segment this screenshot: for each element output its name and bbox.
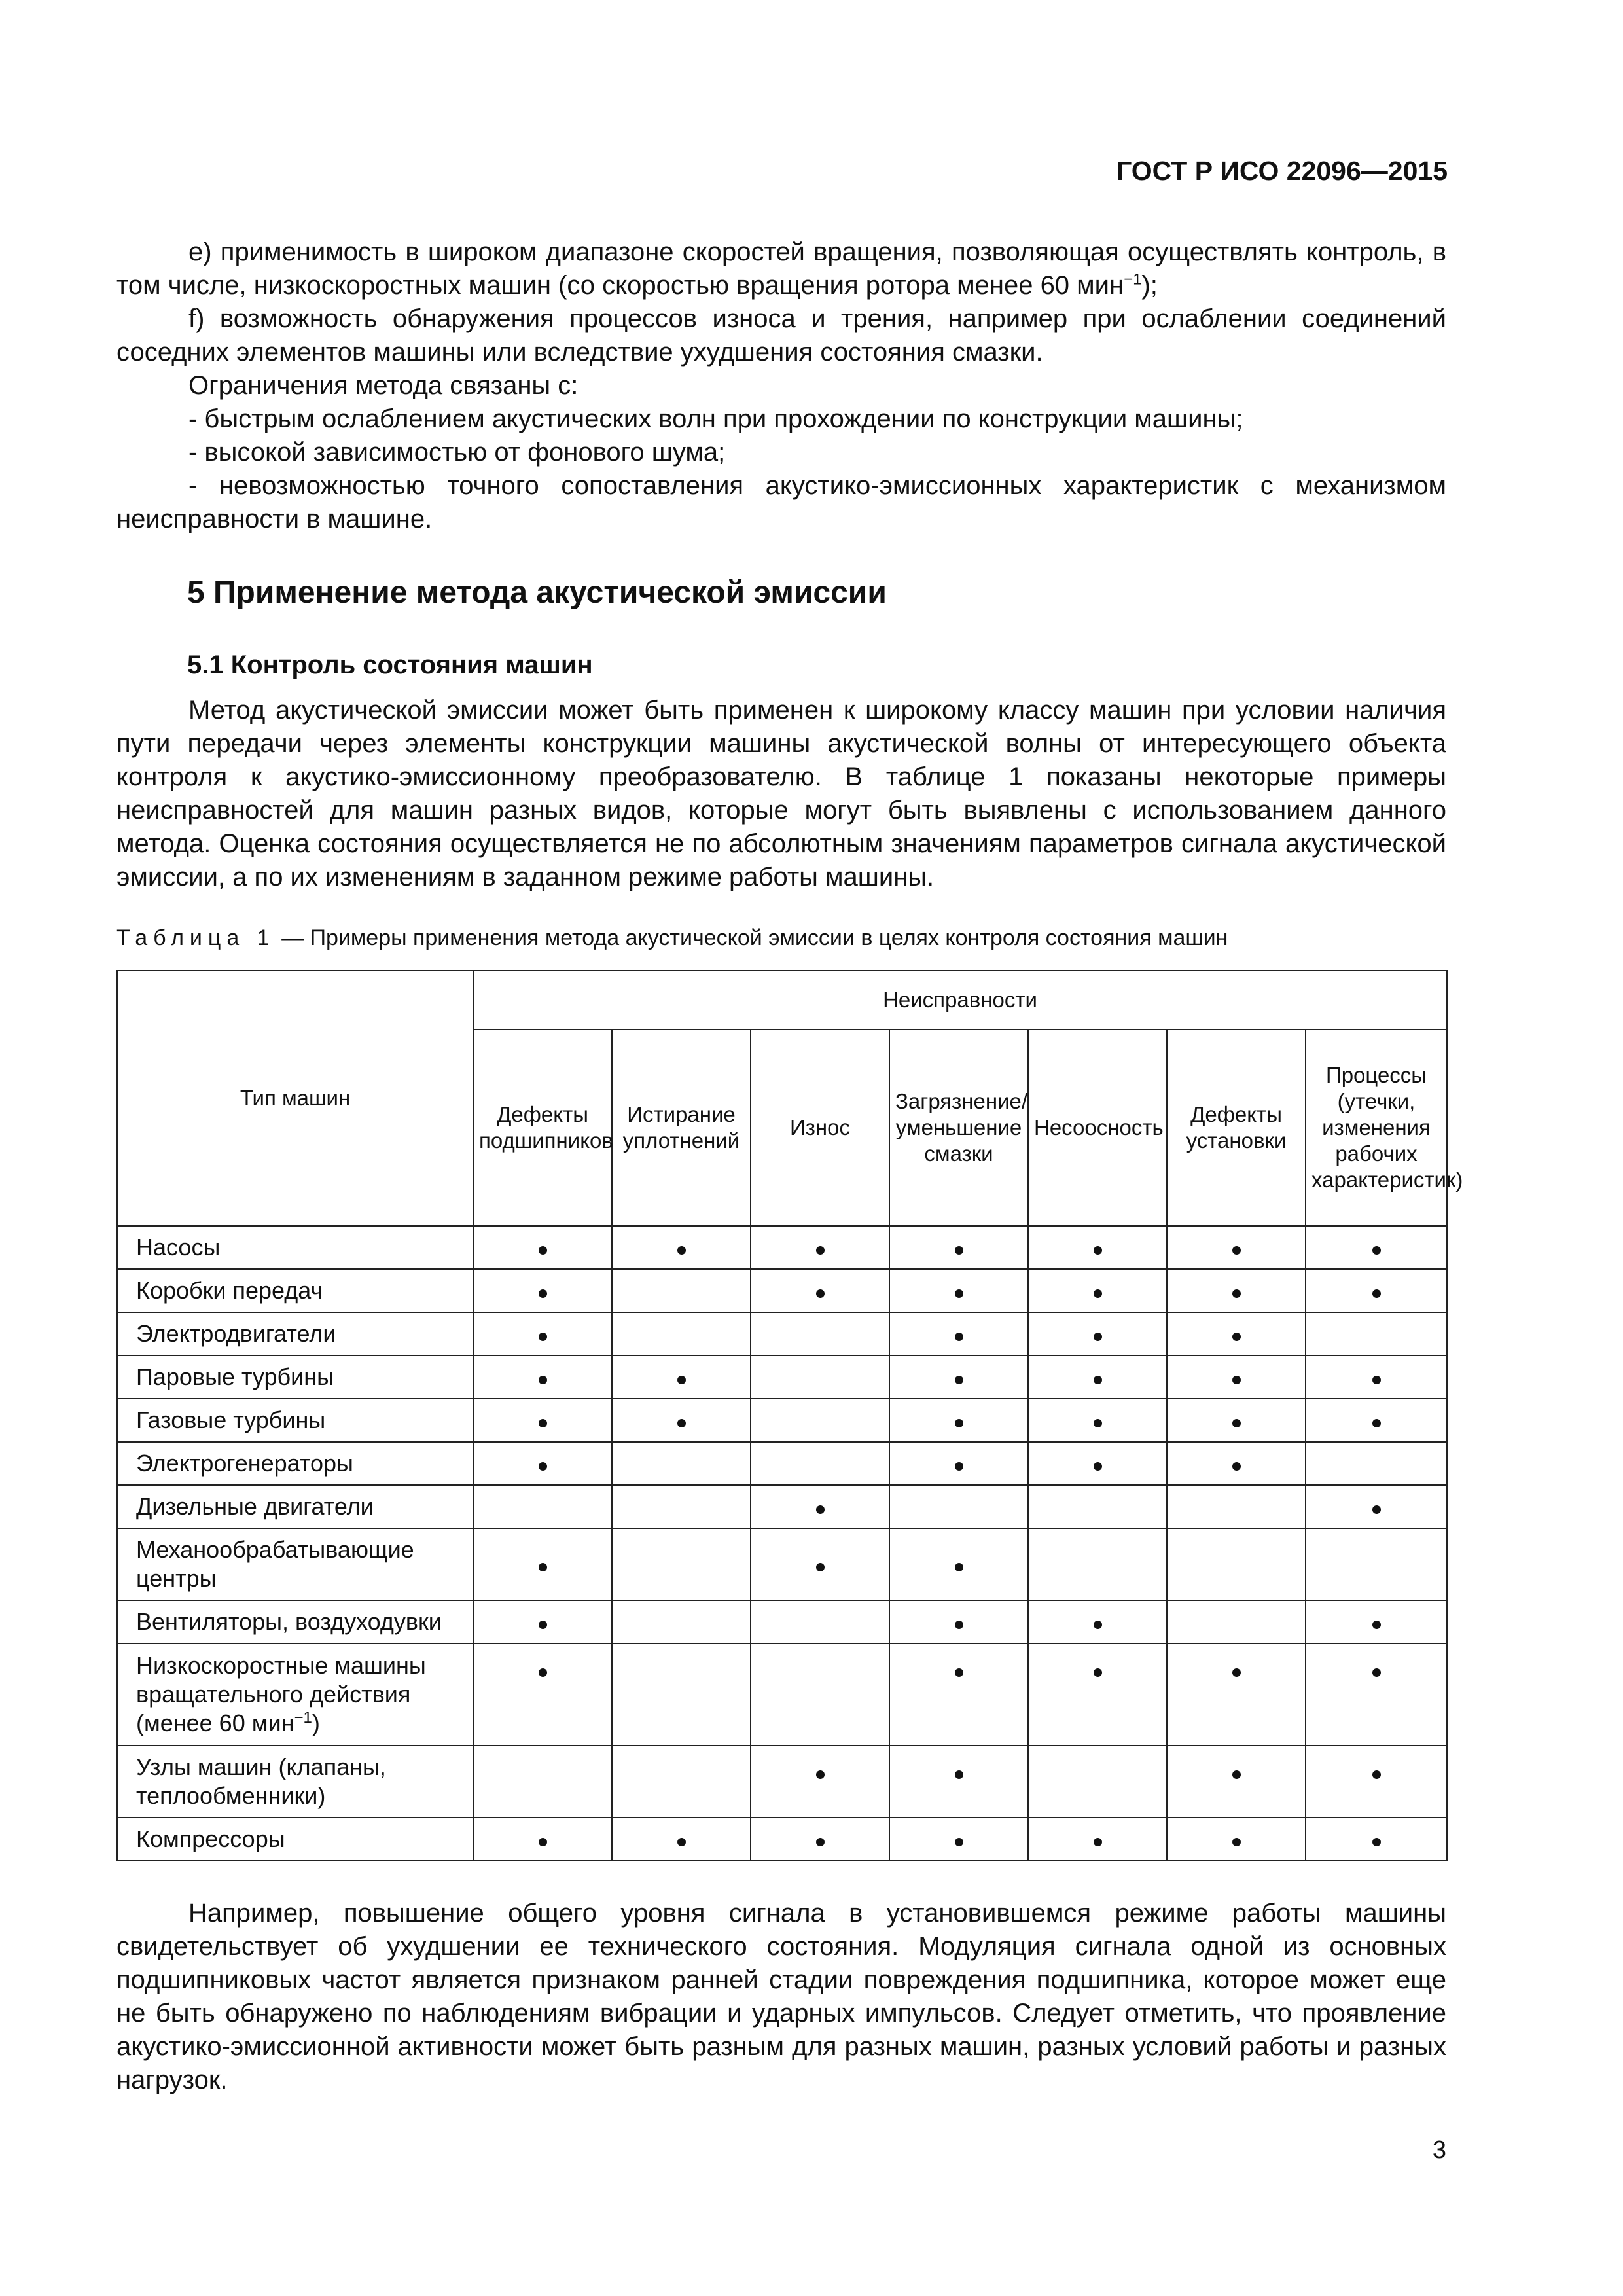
- machine-type-label: Дизельные двигатели: [136, 1493, 374, 1520]
- bullet-mark: [1094, 1668, 1102, 1677]
- mark-cell: [612, 1600, 751, 1643]
- machine-type-sup: −1: [294, 1709, 312, 1727]
- bullet-mark: [816, 1770, 825, 1779]
- table-row: [117, 1818, 1447, 1861]
- bullet-mark: [1094, 1621, 1102, 1629]
- mark-cell: [1306, 1312, 1447, 1355]
- bullet-mark: [955, 1621, 963, 1629]
- table-row: [117, 1226, 1447, 1269]
- mark-cell: [612, 1269, 751, 1312]
- mark-cell: [1167, 1818, 1306, 1861]
- mark-cell: [1028, 1600, 1167, 1643]
- mark-cell: [751, 1226, 889, 1269]
- section-5-1-text: [116, 694, 1446, 894]
- table-header-col: Истирание уплотнений: [612, 1030, 751, 1226]
- mark-cell: [1167, 1269, 1306, 1312]
- table-header-col: Процессы (утечки, изменения рабочих характеристик): [1306, 1030, 1447, 1226]
- limits-intro: Ограничения метода связаны с:: [188, 371, 579, 400]
- bullet-mark: [955, 1289, 963, 1298]
- mark-cell: [473, 1746, 612, 1818]
- mark-cell: [1306, 1746, 1447, 1818]
- limit-item-1: - быстрым ослаблением акустических волн при прохождении по конструкции машины;: [188, 404, 1243, 433]
- mark-cell: [1167, 1528, 1306, 1600]
- mark-cell: [1167, 1485, 1306, 1528]
- bullet-mark: [816, 1289, 825, 1298]
- bullet-mark: [1094, 1333, 1102, 1341]
- mark-cell: [612, 1746, 751, 1818]
- mark-cell: [889, 1746, 1028, 1818]
- mark-cell: [1028, 1442, 1167, 1485]
- mark-cell: [473, 1485, 612, 1528]
- mark-cell: [889, 1442, 1028, 1485]
- table-header-type: Тип машин: [117, 971, 473, 1226]
- mark-cell: [612, 1355, 751, 1399]
- bullet-mark: [816, 1246, 825, 1255]
- item-f: f) возможность обнаружения процессов износа и трения, например при ослаблении соединений соседних элементов машины или вследствие ухудшения состояния смазки.: [116, 304, 1446, 367]
- mark-cell: [1306, 1643, 1447, 1746]
- mark-cell: [1306, 1226, 1447, 1269]
- machine-type-cell: [117, 1485, 473, 1528]
- table-row: [117, 1269, 1447, 1312]
- bullet-mark: [1232, 1419, 1241, 1427]
- table-row: [117, 1643, 1447, 1746]
- bullet-mark: [1094, 1462, 1102, 1471]
- bullet-mark: [1372, 1419, 1381, 1427]
- bullet-mark: [955, 1246, 963, 1255]
- table-row: [117, 1485, 1447, 1528]
- table-header-col: Дефекты подшипников: [473, 1030, 612, 1226]
- mark-cell: [1167, 1643, 1306, 1746]
- bullet-mark: [539, 1462, 547, 1471]
- bullet-mark: [1094, 1419, 1102, 1427]
- machine-type-label: Механообрабатывающие центры: [136, 1536, 414, 1592]
- mark-cell: [751, 1269, 889, 1312]
- bullet-mark: [1232, 1838, 1241, 1846]
- bullet-mark: [1094, 1246, 1102, 1255]
- bullet-mark: [539, 1419, 547, 1427]
- bullet-mark: [955, 1419, 963, 1427]
- table-caption-label: Таблица 1: [116, 925, 276, 950]
- mark-cell: [473, 1312, 612, 1355]
- mark-cell: [1167, 1355, 1306, 1399]
- mark-cell: [1306, 1399, 1447, 1442]
- table-row: [117, 1746, 1447, 1818]
- table-row: [117, 1600, 1447, 1643]
- mark-cell: [473, 1269, 612, 1312]
- machine-type-label: Электродвигатели: [136, 1320, 336, 1347]
- mark-cell: [1306, 1355, 1447, 1399]
- mark-cell: [889, 1399, 1028, 1442]
- mark-cell: [473, 1818, 612, 1861]
- bullet-mark: [1372, 1289, 1381, 1298]
- mark-cell: [473, 1355, 612, 1399]
- bullet-mark: [677, 1419, 686, 1427]
- mark-cell: [1028, 1528, 1167, 1600]
- section-5-1-paragraph: Метод акустической эмиссии может быть применен к широкому классу машин при условии наличия пути передачи через элементы конструкции машины акустической волны от интересующего объекта контроля к акустико-эмиссионному преобразователю. В таблице 1 показаны некоторые примеры неисправностей для машин разных видов, которые могут быть выявлены с использованием данного метода. Оценка состояния осуществляется не по абсолютным значениям параметров сигнала акустической эмиссии, а по их изменениям в заданном режиме работы машины.: [116, 696, 1446, 891]
- bullet-mark: [955, 1668, 963, 1677]
- bullet-mark: [816, 1505, 825, 1514]
- bullet-mark: [1372, 1668, 1381, 1677]
- mark-cell: [751, 1600, 889, 1643]
- mark-cell: [889, 1355, 1028, 1399]
- mark-cell: [473, 1399, 612, 1442]
- mark-cell: [612, 1312, 751, 1355]
- bullet-mark: [1232, 1246, 1241, 1255]
- mark-cell: [612, 1818, 751, 1861]
- mark-cell: [1167, 1399, 1306, 1442]
- item-e-text: е) применимость в широком диапазоне скоростей вращения, позволяющая осуществлять контроль, в том числе, низкоскоростных машин (со скоростью вращения ротора менее 60 мин: [116, 238, 1446, 300]
- bullet-mark: [1372, 1770, 1381, 1779]
- section-5-heading: 5 Применение метода акустической эмиссии: [187, 575, 887, 610]
- table-row: [117, 1312, 1447, 1355]
- bullet-mark: [1094, 1289, 1102, 1298]
- mark-cell: [1306, 1269, 1447, 1312]
- mark-cell: [473, 1643, 612, 1746]
- mark-cell: [889, 1226, 1028, 1269]
- mark-cell: [751, 1442, 889, 1485]
- mark-cell: [1306, 1528, 1447, 1600]
- mark-cell: [751, 1643, 889, 1746]
- mark-cell: [1167, 1312, 1306, 1355]
- table-body: [117, 1226, 1447, 1861]
- mark-cell: [889, 1269, 1028, 1312]
- mark-cell: [612, 1485, 751, 1528]
- machine-type-cell: [117, 1269, 473, 1312]
- bullet-mark: [1372, 1621, 1381, 1629]
- machine-type-cell: [117, 1818, 473, 1861]
- table-header-col: Загрязнение/уменьшение смазки: [889, 1030, 1028, 1226]
- machine-type-label: Низкоскоростные машины вращательного действия (менее 60 мин: [136, 1652, 426, 1736]
- outro-text: [116, 1897, 1446, 2097]
- mark-cell: [612, 1399, 751, 1442]
- table-row: [117, 1442, 1447, 1485]
- table-header-col: Износ: [751, 1030, 889, 1226]
- mark-cell: [1028, 1485, 1167, 1528]
- bullet-mark: [1232, 1668, 1241, 1677]
- mark-cell: [1306, 1600, 1447, 1643]
- mark-cell: [751, 1355, 889, 1399]
- table-header-col: Несоосность: [1028, 1030, 1167, 1226]
- mark-cell: [1306, 1818, 1447, 1861]
- machine-type-cell: [117, 1226, 473, 1269]
- mark-cell: [751, 1528, 889, 1600]
- table-row: [117, 1528, 1447, 1600]
- table-header-group: Неисправности: [473, 971, 1447, 1030]
- mark-cell: [1028, 1226, 1167, 1269]
- mark-cell: [473, 1442, 612, 1485]
- mark-cell: [889, 1485, 1028, 1528]
- bullet-mark: [1232, 1770, 1241, 1779]
- machine-type-cell: [117, 1312, 473, 1355]
- bullet-mark: [539, 1333, 547, 1341]
- mark-cell: [1167, 1442, 1306, 1485]
- mark-cell: [612, 1528, 751, 1600]
- machine-type-cell: [117, 1399, 473, 1442]
- bullet-mark: [816, 1838, 825, 1846]
- mark-cell: [473, 1226, 612, 1269]
- mark-cell: [1306, 1442, 1447, 1485]
- bullet-mark: [539, 1246, 547, 1255]
- bullet-mark: [677, 1376, 686, 1384]
- mark-cell: [1028, 1643, 1167, 1746]
- table-row: [117, 1355, 1447, 1399]
- mark-cell: [1167, 1226, 1306, 1269]
- mark-cell: [751, 1746, 889, 1818]
- mark-cell: [1167, 1600, 1306, 1643]
- bullet-mark: [1232, 1462, 1241, 1471]
- bullet-mark: [539, 1563, 547, 1571]
- bullet-mark: [539, 1668, 547, 1677]
- mark-cell: [889, 1643, 1028, 1746]
- machine-type-cell: [117, 1528, 473, 1600]
- mark-cell: [1167, 1746, 1306, 1818]
- table-row: [117, 1399, 1447, 1442]
- bullet-mark: [955, 1563, 963, 1571]
- bullet-mark: [955, 1838, 963, 1846]
- machine-type-label: Электрогенераторы: [136, 1450, 353, 1477]
- bullet-mark: [677, 1246, 686, 1255]
- machine-type-label: Вентиляторы, воздуходувки: [136, 1608, 442, 1635]
- machine-type-label: Компрессоры: [136, 1825, 285, 1852]
- section-5-1-heading: 5.1 Контроль состояния машин: [187, 651, 593, 679]
- item-e-end: );: [1141, 271, 1158, 300]
- mark-cell: [1028, 1399, 1167, 1442]
- bullet-mark: [1232, 1333, 1241, 1341]
- machine-type-label: Коробки передач: [136, 1277, 323, 1304]
- mark-cell: [889, 1312, 1028, 1355]
- bullet-mark: [1232, 1376, 1241, 1384]
- mark-cell: [1306, 1485, 1447, 1528]
- bullet-mark: [677, 1838, 686, 1846]
- machine-type-cell: [117, 1643, 473, 1746]
- machine-type-cell: [117, 1442, 473, 1485]
- machine-type-end: ): [312, 1710, 320, 1736]
- mark-cell: [751, 1818, 889, 1861]
- mark-cell: [889, 1528, 1028, 1600]
- mark-cell: [1028, 1355, 1167, 1399]
- page-number: 3: [1432, 2136, 1446, 2164]
- mark-cell: [1028, 1818, 1167, 1861]
- mark-cell: [751, 1485, 889, 1528]
- bullet-mark: [1094, 1838, 1102, 1846]
- mark-cell: [1028, 1312, 1167, 1355]
- limit-item-3: - невозможностью точного сопоставления акустико-эмиссионных характеристик с механизмом неисправности в машине.: [116, 471, 1446, 533]
- faults-table: [116, 970, 1463, 1861]
- intro-text: [116, 236, 1446, 536]
- machine-type-label: Паровые турбины: [136, 1363, 334, 1390]
- bullet-mark: [955, 1770, 963, 1779]
- bullet-mark: [1372, 1376, 1381, 1384]
- bullet-mark: [539, 1289, 547, 1298]
- bullet-mark: [1232, 1289, 1241, 1298]
- bullet-mark: [539, 1838, 547, 1846]
- mark-cell: [751, 1399, 889, 1442]
- bullet-mark: [1372, 1246, 1381, 1255]
- machine-type-cell: [117, 1355, 473, 1399]
- bullet-mark: [1094, 1376, 1102, 1384]
- mark-cell: [751, 1312, 889, 1355]
- item-e-sup: −1: [1124, 270, 1142, 289]
- mark-cell: [473, 1600, 612, 1643]
- mark-cell: [612, 1226, 751, 1269]
- document-code: ГОСТ Р ИСО 22096—2015: [1116, 156, 1448, 186]
- outro-paragraph: Например, повышение общего уровня сигнала в установившемся режиме работы машины свидетельствует об ухудшении ее технического состояния. Модуляция сигнала одной из основных подшипниковых частот является признаком ранней стадии повреждения подшипника, которое может еще не быть обнаружено по наблюдениям вибрации и ударных импульсов. Следует отметить, что проявление акустико-эмиссионной активности может быть разным для разных машин, разных условий работы и разных нагрузок.: [116, 1899, 1446, 2094]
- bullet-mark: [955, 1376, 963, 1384]
- mark-cell: [889, 1600, 1028, 1643]
- table-caption: [116, 925, 1228, 951]
- machine-type-label: Насосы: [136, 1234, 221, 1261]
- table-caption-text: — Примеры применения метода акустической эмиссии в целях контроля состояния машин: [275, 925, 1228, 950]
- bullet-mark: [1372, 1505, 1381, 1514]
- mark-cell: [889, 1818, 1028, 1861]
- bullet-mark: [955, 1462, 963, 1471]
- bullet-mark: [955, 1333, 963, 1341]
- bullet-mark: [816, 1563, 825, 1571]
- machine-type-cell: [117, 1746, 473, 1818]
- machine-type-label: Узлы машин (клапаны, теплообменники): [136, 1753, 386, 1809]
- machine-type-cell: [117, 1600, 473, 1643]
- bullet-mark: [539, 1621, 547, 1629]
- item-e: [116, 236, 1446, 302]
- mark-cell: [1028, 1746, 1167, 1818]
- machine-type-label: Газовые турбины: [136, 1407, 326, 1433]
- bullet-mark: [539, 1376, 547, 1384]
- table-header-col: Дефекты установки: [1167, 1030, 1306, 1226]
- mark-cell: [1028, 1269, 1167, 1312]
- mark-cell: [473, 1528, 612, 1600]
- bullet-mark: [1372, 1838, 1381, 1846]
- limit-item-2: - высокой зависимостью от фонового шума;: [188, 438, 726, 467]
- mark-cell: [612, 1643, 751, 1746]
- mark-cell: [612, 1442, 751, 1485]
